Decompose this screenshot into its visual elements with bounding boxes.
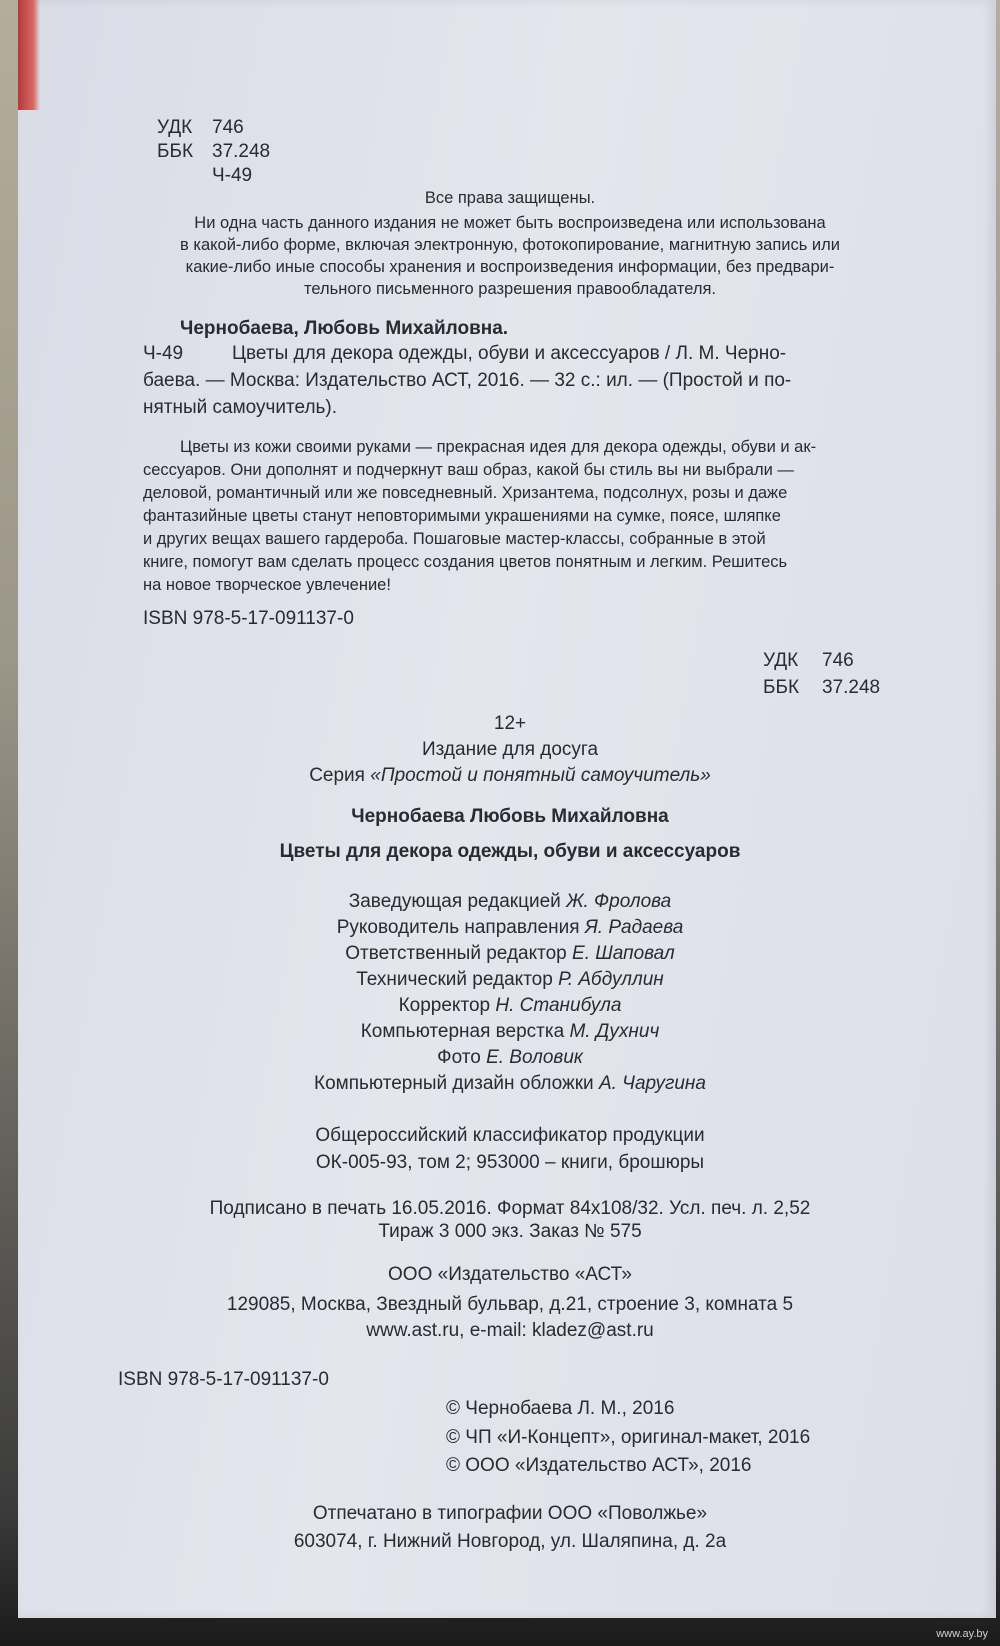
printer-line: Отпечатано в типографии ООО «Поволжье»: [312, 1503, 708, 1524]
edition-author: Чернобаева Любовь Михайловна: [351, 806, 669, 827]
biblio-line: Цветы для декора одежды, обуви и аксессуаров / Л. М. Черно-: [232, 343, 787, 364]
cover-edge: [18, 0, 40, 110]
publisher-address: 129085, Москва, Звездный бульвар, д.21, строение 3, комната 5: [226, 1294, 794, 1315]
credit-line: Заведующая редакцией Ж. Фролова: [348, 891, 672, 912]
annotation-line: сессуаров. Они дополнят и подчеркнут ваш образ, какой бы стиль вы ни выбрали —: [143, 461, 794, 479]
bbk-label-right: ББК: [763, 677, 800, 698]
bbk-label: ББК: [157, 141, 194, 162]
rights-line: Ни одна часть данного издания не может быть воспроизведена или использована: [194, 214, 826, 232]
copyright-line: © ООО «Издательство АСТ», 2016: [446, 1455, 752, 1476]
series-name: «Простой и понятный самоучитель»: [370, 765, 711, 786]
udk-label: УДК: [157, 117, 193, 138]
annotation-line: фантазийные цветы станут неповторимыми украшениями на сумке, поясе, шляпке: [143, 507, 781, 525]
isbn-top: ISBN 978-5-17-091137-0: [143, 608, 354, 629]
copyright-line: © ЧП «И-Концепт», оригинал-макет, 2016: [446, 1427, 811, 1448]
credit-line: Ответственный редактор Е. Шаповал: [345, 943, 675, 964]
udk-value: 746: [212, 117, 244, 138]
udk-label-right: УДК: [763, 650, 799, 671]
series-prefix: Серия: [309, 765, 371, 786]
biblio-line: нятный самоучитель).: [143, 397, 338, 418]
annotation-line: на новое творческое увлечение!: [143, 576, 391, 594]
credit-line: Фото Е. Воловик: [437, 1047, 583, 1068]
print-info-line: Тираж 3 000 экз. Заказ № 575: [378, 1221, 642, 1242]
copyright-line: © Чернобаева Л. М., 2016: [446, 1398, 675, 1419]
edition-type: Издание для досуга: [421, 739, 599, 760]
annotation-line: Цветы из кожи своими руками — прекрасная идея для декора одежды, обуви и ак-: [180, 438, 817, 456]
annotation-line: и других вещах вашего гардероба. Пошаговые мастер-классы, собранные в этой: [143, 530, 766, 548]
biblio-line: баева. — Москва: Издательство АСТ, 2016. — 32 с.: ил. — (Простой и по-: [143, 370, 792, 391]
rights-line: в какой-либо форме, включая электронную, фотокопирование, магнитную запись или: [180, 236, 840, 254]
credit-line: Технический редактор Р. Абдуллин: [356, 969, 664, 990]
biblio-mark: Ч-49: [143, 343, 184, 364]
edition-title: Цветы для декора одежды, обуви и аксессуаров: [279, 841, 741, 862]
annotation-line: деловой, романтичный или же повседневный. Хризантема, подсолнух, розы и даже: [143, 484, 788, 502]
credit-line: Корректор Н. Станибула: [398, 995, 622, 1016]
rights-line: тельного письменного разрешения правообладателя.: [304, 280, 716, 298]
udk-value-right: 746: [822, 650, 854, 671]
biblio-author: Чернобаева, Любовь Михайловна.: [180, 318, 509, 339]
publisher-web: www.ast.ru, e-mail: kladez@ast.ru: [366, 1320, 654, 1341]
classifier-line: ОК-005-93, том 2; 953000 – книги, брошюры: [315, 1152, 705, 1173]
printer-line: 603074, г. Нижний Новгород, ул. Шаляпина, д. 2а: [293, 1531, 727, 1552]
bbk-value: 37.248: [212, 141, 271, 162]
credit-line: Руководитель направления Я. Радаева: [336, 917, 684, 938]
rights-title: Все права защищены.: [424, 189, 596, 207]
age-rating: 12+: [493, 713, 527, 734]
isbn-bottom: ISBN 978-5-17-091137-0: [118, 1369, 329, 1390]
rights-line: какие-либо иные способы хранения и воспроизведения информации, без предвари-: [185, 258, 835, 276]
credit-line: Компьютерная верстка М. Духнич: [360, 1021, 660, 1042]
author-mark: Ч-49: [212, 165, 253, 186]
annotation-line: книге, помогут вам сделать процесс создания цветов понятным и легким. Решитесь: [143, 553, 788, 571]
credit-line: Компьютерный дизайн обложки А. Чаругина: [314, 1073, 706, 1094]
watermark: www.ay.by: [936, 1628, 988, 1640]
print-info-line: Подписано в печать 16.05.2016. Формат 84х108/32. Усл. печ. л. 2,52: [209, 1198, 811, 1219]
publisher-name: ООО «Издательство «АСТ»: [388, 1264, 632, 1285]
bbk-value-right: 37.248: [822, 677, 881, 698]
series-line: [230, 765, 790, 787]
classifier-line: Общероссийский классификатор продукции: [315, 1125, 705, 1146]
